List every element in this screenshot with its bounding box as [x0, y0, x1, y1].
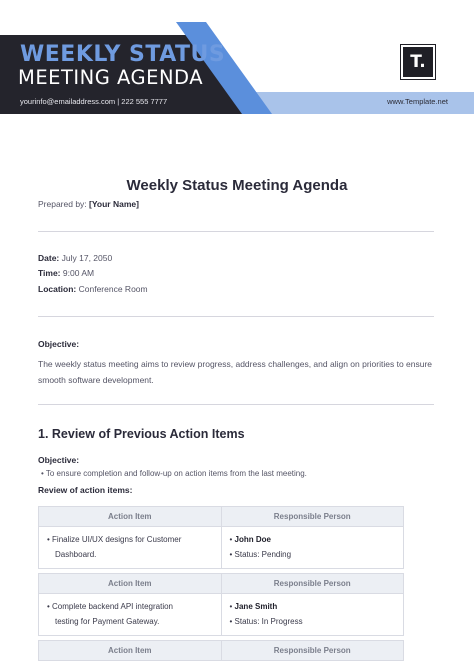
header-contact: yourinfo@emailaddress.com | 222 555 7777	[20, 97, 168, 106]
responsible-cell: • John Doe • Status: Pending	[221, 527, 404, 569]
meta-date	[38, 253, 112, 263]
objective-text: The weekly status meeting aims to review progress, address challenges, and align on priorities to ensure smooth software development.	[38, 359, 433, 385]
person-name: John Doe	[234, 535, 271, 544]
time-label: Time:	[38, 268, 61, 278]
status-text: Status: In Progress	[234, 617, 303, 626]
table-row	[39, 527, 404, 569]
header-title-line2: MEETING AGENDA	[18, 66, 204, 89]
table-row	[39, 594, 404, 636]
meta-location	[38, 284, 148, 294]
objective-label: Objective:	[38, 339, 80, 349]
col-responsible-person: Responsible Person	[221, 641, 404, 661]
divider	[38, 404, 434, 405]
header-website[interactable]: www.Template.net	[387, 97, 448, 106]
header-banner	[0, 0, 474, 118]
location-label: Location:	[38, 284, 77, 294]
action-item-line: testing for Payment Gateway.	[55, 617, 160, 626]
brand-logo-icon	[401, 45, 435, 79]
status-text: Status: Pending	[234, 550, 292, 559]
prepared-by	[38, 199, 139, 209]
location-value: Conference Room	[78, 284, 148, 294]
header-title-line1: WEEKLY STATUS	[20, 42, 226, 67]
col-responsible-person: Responsible Person	[221, 574, 404, 594]
responsible-cell: • Jane Smith • Status: In Progress	[221, 594, 404, 636]
section-objective-bullet: • To ensure completion and follow-up on action items from the last meeting.	[41, 469, 307, 478]
action-item-line: Dashboard.	[55, 550, 97, 559]
prepared-label: Prepared by:	[38, 199, 87, 209]
action-item-cell	[39, 527, 222, 569]
logo-letter: T.	[410, 52, 426, 72]
action-table	[38, 573, 404, 636]
action-table	[38, 640, 404, 661]
section-title: 1. Review of Previous Action Items	[38, 427, 245, 441]
col-action-item: Action Item	[39, 507, 222, 527]
document-title: Weekly Status Meeting Agenda	[126, 177, 348, 194]
action-table	[38, 506, 404, 569]
time-value: 9:00 AM	[62, 268, 95, 278]
action-item-cell	[39, 594, 222, 636]
divider	[38, 316, 434, 317]
col-responsible-person: Responsible Person	[221, 507, 404, 527]
divider	[38, 231, 434, 232]
col-action-item: Action Item	[39, 641, 222, 661]
review-label: Review of action items:	[38, 485, 133, 495]
meta-time	[38, 268, 94, 278]
prepared-value: [Your Name]	[89, 199, 139, 209]
col-action-item: Action Item	[39, 574, 222, 594]
date-value: July 17, 2050	[61, 253, 113, 263]
action-item-line: • Finalize UI/UX designs for Customer	[47, 535, 182, 544]
date-label: Date:	[38, 253, 60, 263]
section-objective-label: Objective:	[38, 455, 80, 465]
action-item-line: • Complete backend API integration	[47, 602, 173, 611]
person-name: Jane Smith	[234, 602, 278, 611]
